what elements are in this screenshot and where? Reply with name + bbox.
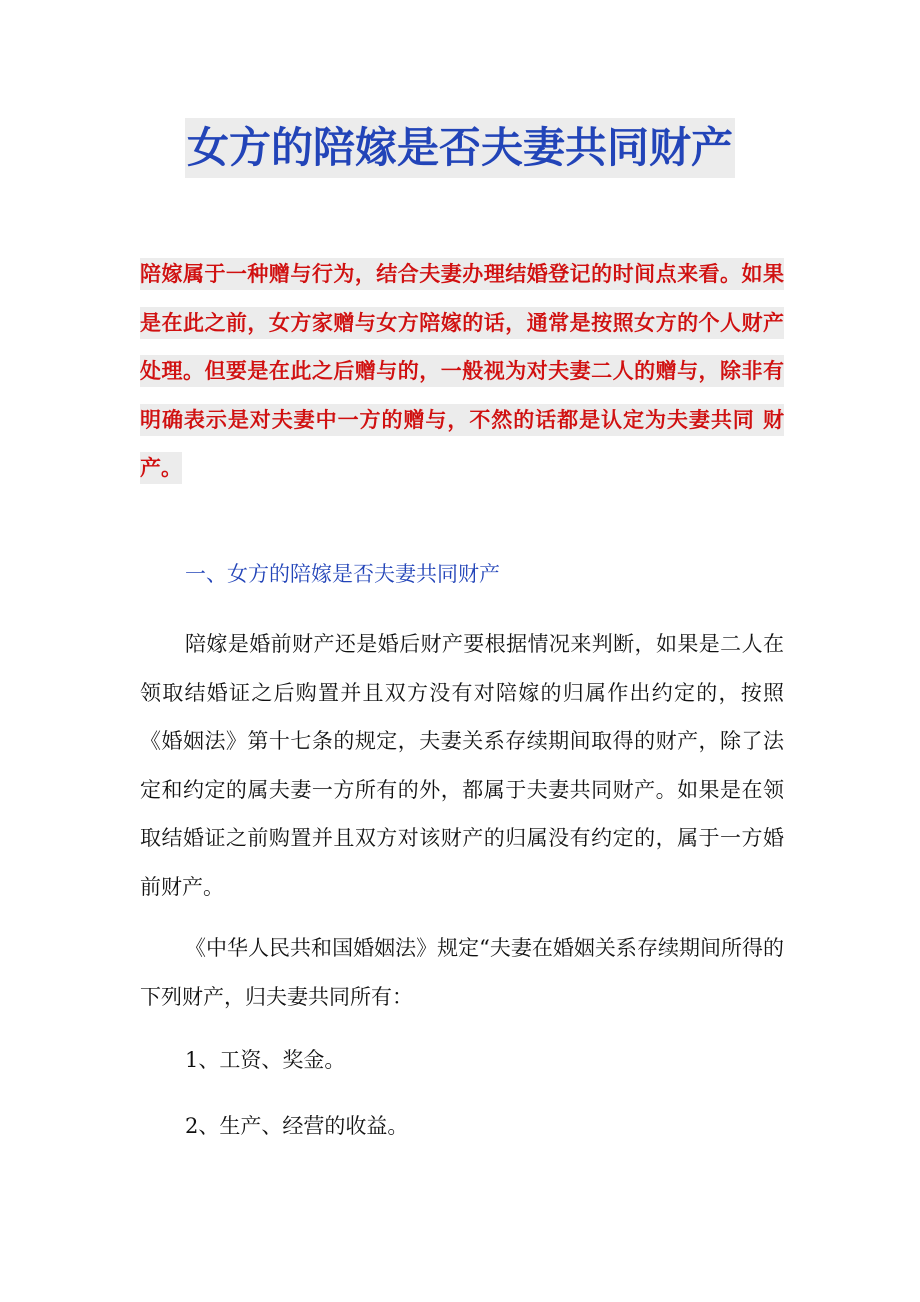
list-item-2: 2、生产、经营的收益。: [185, 1114, 409, 1138]
body-paragraph-1: 陪嫁是婚前财产还是婚后财产要根据情况来判断，如果是二人在领取结婚证之后购置并且双方没有对陪嫁的归属作出约定的，按照《婚姻法》第十七条的规定，夫妻关系存续期间取得的财产，除了法定和约定的属夫妻一方所有的外，都属于夫妻共同财产。如果是在领取结婚证之前购置并且双方对该财产的归属没有约定的，属于一方婚前财产。: [140, 632, 784, 899]
document-title: 女方的陪嫁是否夫妻共同财产: [185, 118, 735, 178]
summary-text: 陪嫁属于一种赠与行为，结合夫妻办理结婚登记的时间点来看。如果是在此之前，女方家赠与女方陪嫁的话，通常是按照女方的个人财产处理。但要是在此之后赠与的，一般视为对夫妻二人的赠与，除非有明确表示是对夫妻中一方的赠与，不然的话都是认定为夫妻共同 财产。: [140, 258, 784, 484]
section-heading: 一、女方的陪嫁是否夫妻共同财产: [185, 562, 500, 586]
body-paragraph-2: 《中华人民共和国婚姻法》规定“夫妻在婚姻关系存续期间所得的下列财产，归夫妻共同所有：: [140, 936, 784, 1009]
summary-paragraph: [140, 250, 784, 493]
title-container: [0, 118, 920, 178]
list-item-1: 1、工资、奖金。: [185, 1048, 346, 1072]
